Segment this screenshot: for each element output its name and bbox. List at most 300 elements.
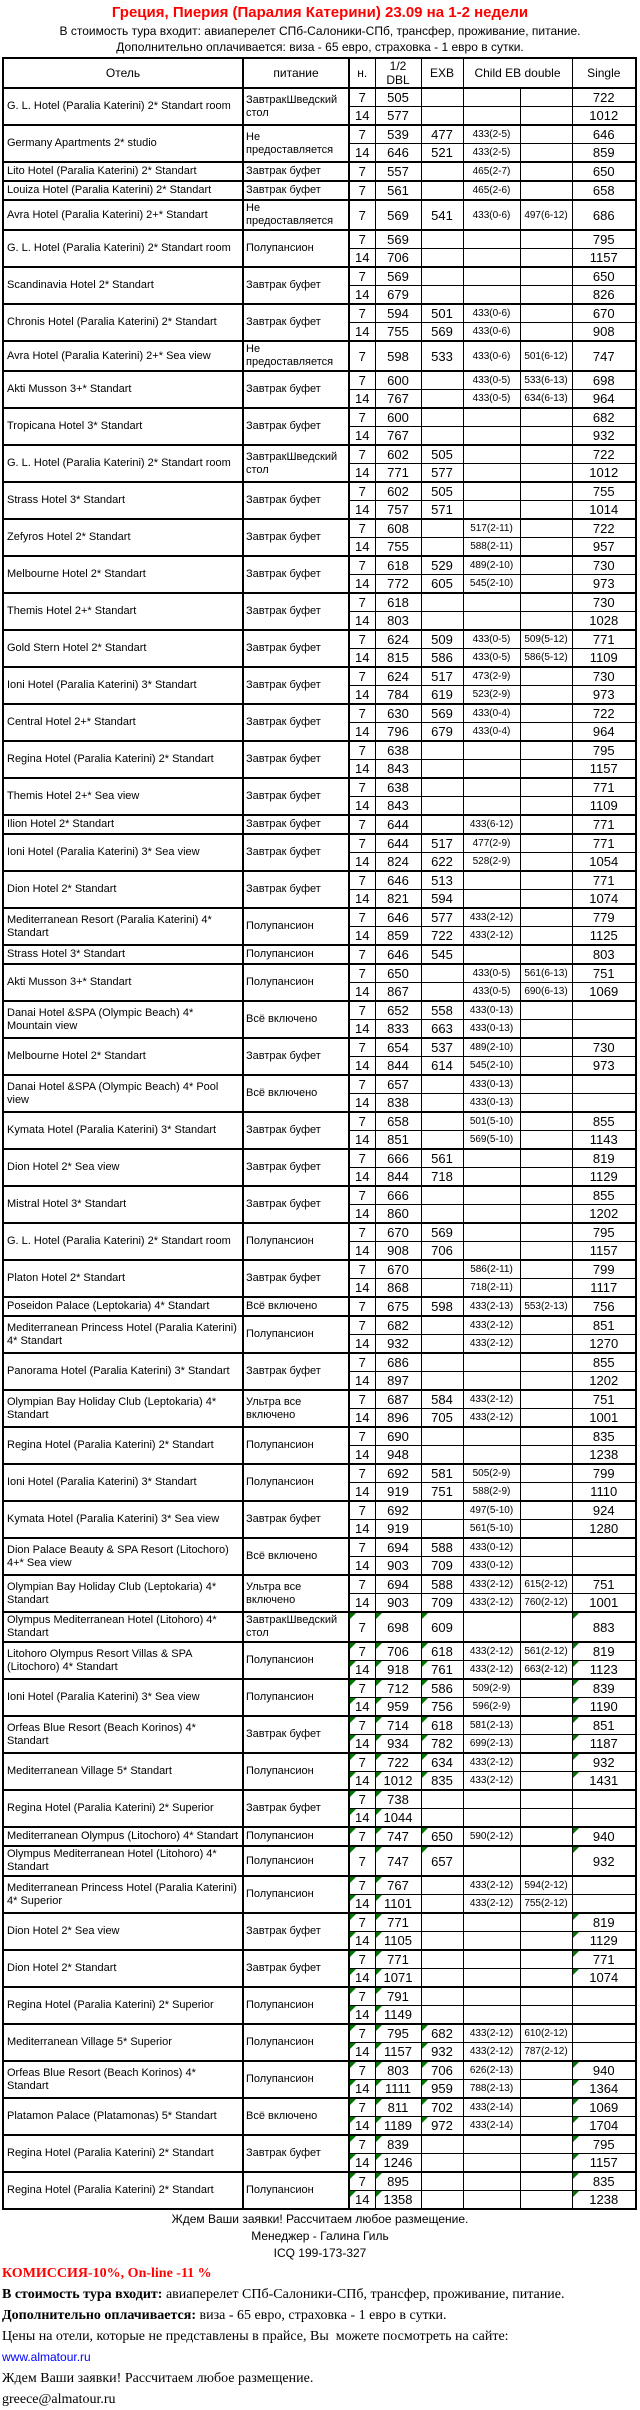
manager-name: Менеджер - Галина Гиль [251, 2229, 389, 2243]
single-price-cell: 650 [572, 162, 636, 181]
page-title: Греция, Пиерия (Паралия Катерини) 23.09 на 1-2 недели [111, 4, 529, 21]
dbl-price-cell: 755 [375, 323, 421, 342]
dbl-price-cell: 666 [375, 1149, 421, 1168]
dbl-price-cell: 796 [375, 723, 421, 742]
hotel-price-row [3, 704, 636, 723]
child-eb-cell-2 [520, 1316, 572, 1335]
hotel-price-row [3, 1716, 636, 1735]
nights-cell: 7 [349, 482, 375, 501]
child-eb-cell-2 [520, 1223, 572, 1242]
dbl-price-cell: 658 [375, 1112, 421, 1131]
meal-plan: Завтрак буфет [243, 1038, 349, 1075]
hotel-price-row [3, 1575, 636, 1594]
dbl-price-cell: 608 [375, 519, 421, 538]
hotel-name: Ioni Hotel (Paralia Katerini) 3* Standart [3, 667, 243, 704]
child-eb-cell-1 [463, 107, 520, 126]
child-eb-cell-2 [520, 267, 572, 286]
single-price-cell: 1014 [572, 501, 636, 520]
child-eb-cell-1 [463, 249, 520, 268]
dbl-price-cell: 934 [375, 1735, 421, 1754]
hotel-name: Dion Hotel 2* Standart [3, 871, 243, 908]
child-eb-cell-2 [520, 1679, 572, 1698]
single-price-cell: 1123 [572, 1661, 636, 1680]
exb-price-cell [421, 1446, 463, 1465]
child-eb-cell-1: 788(2-13) [463, 2080, 520, 2099]
hotel-price-row [3, 630, 636, 649]
child-eb-cell-1 [463, 1372, 520, 1391]
exb-price-cell [421, 1205, 463, 1224]
child-eb-cell-1: 433(0-6) [463, 200, 520, 230]
hotel-price-row [3, 1186, 636, 1205]
dbl-price-cell: 624 [375, 630, 421, 649]
nights-cell: 7 [349, 741, 375, 760]
exb-price-cell: 657 [421, 1846, 463, 1876]
dbl-price-cell: 569 [375, 267, 421, 286]
child-eb-cell-1: 433(6-12) [463, 815, 520, 834]
child-eb-cell-1 [463, 1987, 520, 2006]
single-price-cell: 964 [572, 390, 636, 409]
child-eb-cell-1 [463, 1427, 520, 1446]
meal-plan: Завтрак буфет [243, 181, 349, 200]
child-eb-cell-2 [520, 908, 572, 927]
nights-cell: 7 [349, 2098, 375, 2117]
single-price-cell: 932 [572, 1753, 636, 1772]
exb-price-cell [421, 964, 463, 983]
child-eb-cell-2: 690(6-13) [520, 983, 572, 1002]
single-price-cell: 973 [572, 1057, 636, 1076]
hotel-name: Olympus Mediterranean Hotel (Litohoro) 4* Standart [3, 1846, 243, 1876]
child-eb-cell-1 [463, 427, 520, 446]
exb-price-cell [421, 88, 463, 107]
child-eb-cell-2 [520, 834, 572, 853]
child-eb-cell-2 [520, 2061, 572, 2080]
dbl-price-cell: 557 [375, 162, 421, 181]
hotel-price-row [3, 2024, 636, 2043]
nights-cell: 7 [349, 1353, 375, 1372]
exb-price-cell [421, 1112, 463, 1131]
child-eb-cell-2: 615(2-12) [520, 1575, 572, 1594]
child-eb-cell-2 [520, 1698, 572, 1717]
single-price-cell: 819 [572, 1149, 636, 1168]
exb-price-cell: 577 [421, 464, 463, 483]
single-price-cell: 755 [572, 482, 636, 501]
child-eb-cell-1 [463, 797, 520, 816]
single-price-cell: 1117 [572, 1279, 636, 1298]
child-eb-cell-2: 553(2-13) [520, 1297, 572, 1316]
dbl-price-cell: 771 [375, 464, 421, 483]
dbl-price-cell: 839 [375, 2135, 421, 2154]
nights-cell: 14 [349, 2191, 375, 2210]
nights-cell: 14 [349, 1698, 375, 1717]
hotel-name: Regina Hotel (Paralia Katerini) 2* Superior [3, 1790, 243, 1827]
icq-number: ICQ 199-173-327 [273, 2246, 367, 2260]
exb-price-cell: 650 [421, 1827, 463, 1846]
meal-plan: ЗавтракШведский стол [243, 88, 349, 125]
hotel-name: Dion Hotel 2* Sea view [3, 1149, 243, 1186]
nights-cell: 7 [349, 1186, 375, 1205]
table-header-row [3, 58, 636, 88]
dbl-price-cell: 838 [375, 1094, 421, 1113]
exb-price-cell [421, 1950, 463, 1969]
exb-price-cell [421, 1501, 463, 1520]
hotel-name: Dion Hotel 2* Sea view [3, 1913, 243, 1950]
nights-cell: 14 [349, 1895, 375, 1914]
nights-cell: 14 [349, 1661, 375, 1680]
hotel-price-row [3, 408, 636, 427]
hotel-price-row [3, 1038, 636, 1057]
exb-price-cell [421, 162, 463, 181]
single-price-cell: 932 [572, 1846, 636, 1876]
exb-price-cell [421, 1131, 463, 1150]
child-eb-cell-2 [520, 1501, 572, 1520]
nights-cell: 7 [349, 1913, 375, 1932]
exb-price-cell: 505 [421, 445, 463, 464]
child-eb-cell-1: 477(2-9) [463, 834, 520, 853]
exb-price-cell: 584 [421, 1390, 463, 1409]
nights-cell: 14 [349, 107, 375, 126]
single-price-cell: 835 [572, 1427, 636, 1446]
child-eb-cell-1: 433(2-12) [463, 1661, 520, 1680]
meal-plan: Завтрак буфет [243, 704, 349, 741]
exb-price-cell: 545 [421, 945, 463, 964]
hotel-price-row [3, 871, 636, 890]
hotel-name: Platamon Palace (Platamonas) 5* Standart [3, 2098, 243, 2135]
single-price-cell [572, 1987, 636, 2006]
exb-price-cell [421, 815, 463, 834]
child-eb-cell-1 [463, 1149, 520, 1168]
child-eb-cell-2 [520, 2154, 572, 2173]
exb-price-cell [421, 593, 463, 612]
hotel-name: Gold Stern Hotel 2* Standart [3, 630, 243, 667]
single-price-cell: 835 [572, 2172, 636, 2191]
website-link[interactable]: www.almatour.ru [2, 2350, 91, 2364]
hotel-price-row [3, 1353, 636, 1372]
child-eb-cell-2 [520, 593, 572, 612]
hotel-price-row [3, 1001, 636, 1020]
hotel-name: Kymata Hotel (Paralia Katerini) 3* Sea view [3, 1501, 243, 1538]
child-eb-cell-1: 590(2-12) [463, 1827, 520, 1846]
nights-cell: 14 [349, 1809, 375, 1828]
single-price-cell: 826 [572, 286, 636, 305]
child-eb-cell-1: 433(0-5) [463, 649, 520, 668]
dbl-price-cell: 860 [375, 1205, 421, 1224]
meal-plan: Завтрак буфет [243, 304, 349, 341]
meal-plan: Полупансион [243, 964, 349, 1001]
dbl-price-cell: 1071 [375, 1969, 421, 1988]
exb-price-cell [421, 2006, 463, 2025]
nights-cell: 7 [349, 2135, 375, 2154]
child-eb-cell-1: 523(2-9) [463, 686, 520, 705]
single-price-cell: 771 [572, 778, 636, 797]
child-eb-cell-1: 517(2-11) [463, 519, 520, 538]
meal-plan: Завтрак буфет [243, 1950, 349, 1987]
exb-price-cell [421, 427, 463, 446]
child-eb-cell-2: 509(5-12) [520, 630, 572, 649]
nights-cell: 14 [349, 538, 375, 557]
child-eb-cell-1: 528(2-9) [463, 853, 520, 872]
dbl-price-cell: 577 [375, 107, 421, 126]
dbl-price-cell: 844 [375, 1168, 421, 1187]
hotel-price-row [3, 908, 636, 927]
hotel-price-row [3, 593, 636, 612]
dbl-price-cell: 706 [375, 1642, 421, 1661]
child-eb-cell-2 [520, 1260, 572, 1279]
nights-cell: 7 [349, 1876, 375, 1895]
child-eb-cell-2 [520, 1538, 572, 1557]
nights-cell: 7 [349, 1297, 375, 1316]
child-eb-cell-2 [520, 249, 572, 268]
child-eb-cell-2 [520, 815, 572, 834]
meal-plan: Завтрак буфет [243, 482, 349, 519]
single-price-cell: 747 [572, 341, 636, 371]
hotel-price-row [3, 200, 636, 230]
child-eb-cell-1: 433(2-12) [463, 1335, 520, 1354]
single-price-cell: 1069 [572, 2098, 636, 2117]
nights-cell: 7 [349, 1575, 375, 1594]
child-eb-cell-2 [520, 1950, 572, 1969]
hotel-price-row [3, 815, 636, 834]
dbl-price-cell: 505 [375, 88, 421, 107]
dbl-price-cell: 919 [375, 1520, 421, 1539]
nights-cell: 7 [349, 1846, 375, 1876]
child-eb-cell-1 [463, 2191, 520, 2210]
single-price-cell: 1157 [572, 249, 636, 268]
hotel-price-row [3, 1538, 636, 1557]
child-eb-cell-1: 509(2-9) [463, 1679, 520, 1698]
single-price-cell: 1143 [572, 1131, 636, 1150]
exb-price-cell: 501 [421, 304, 463, 323]
child-eb-cell-2 [520, 2172, 572, 2191]
dbl-price-cell: 757 [375, 501, 421, 520]
single-price-cell: 1202 [572, 1372, 636, 1391]
hotel-price-row [3, 2135, 636, 2154]
single-price-cell [572, 2006, 636, 2025]
child-eb-cell-2 [520, 1149, 572, 1168]
child-eb-cell-2: 634(6-13) [520, 390, 572, 409]
child-eb-cell-2 [520, 686, 572, 705]
nights-cell: 14 [349, 1483, 375, 1502]
child-eb-cell-1: 433(2-12) [463, 2024, 520, 2043]
child-eb-cell-1: 545(2-10) [463, 575, 520, 594]
child-eb-cell-1: 433(2-14) [463, 2098, 520, 2117]
child-eb-cell-2: 787(2-12) [520, 2043, 572, 2062]
dbl-price-cell: 598 [375, 341, 421, 371]
nights-cell: 7 [349, 1075, 375, 1094]
child-eb-cell-2 [520, 2006, 572, 2025]
hotel-name: Mediterranean Princess Hotel (Paralia Katerini) 4* Standart [3, 1316, 243, 1353]
dbl-price-cell: 646 [375, 871, 421, 890]
hotel-name: Tropicana Hotel 3* Standart [3, 408, 243, 445]
child-eb-cell-2 [520, 107, 572, 126]
dbl-price-cell: 698 [375, 1612, 421, 1642]
exb-price-cell [421, 797, 463, 816]
exb-price-cell [421, 778, 463, 797]
hotel-price-row [3, 1876, 636, 1895]
exb-price-cell: 588 [421, 1538, 463, 1557]
exb-price-cell: 569 [421, 1223, 463, 1242]
exb-price-cell [421, 1809, 463, 1828]
child-eb-cell-1 [463, 871, 520, 890]
nights-cell: 14 [349, 760, 375, 779]
nights-cell: 7 [349, 1642, 375, 1661]
dbl-price-cell: 843 [375, 760, 421, 779]
meal-plan: Полупансион [243, 1827, 349, 1846]
child-eb-cell-1 [463, 2006, 520, 2025]
child-eb-cell-1: 433(0-12) [463, 1538, 520, 1557]
child-eb-cell-2 [520, 482, 572, 501]
dbl-price-cell: 618 [375, 556, 421, 575]
nights-cell: 14 [349, 1446, 375, 1465]
single-price-cell: 1129 [572, 1168, 636, 1187]
child-eb-cell-1 [463, 760, 520, 779]
child-eb-cell-1: 433(2-12) [463, 1642, 520, 1661]
child-eb-cell-2 [520, 575, 572, 594]
single-price-cell: 839 [572, 1679, 636, 1698]
single-price-cell: 730 [572, 593, 636, 612]
hotel-name: Kymata Hotel (Paralia Katerini) 3* Standart [3, 1112, 243, 1149]
exb-price-cell [421, 538, 463, 557]
nights-cell: 7 [349, 1390, 375, 1409]
dbl-price-cell: 646 [375, 908, 421, 927]
meal-plan: Ультра все включено [243, 1390, 349, 1427]
exb-price-cell [421, 107, 463, 126]
meal-plan: Ультра все включено [243, 1575, 349, 1612]
child-eb-cell-2 [520, 1186, 572, 1205]
child-eb-cell-1: 433(0-4) [463, 723, 520, 742]
dbl-price-cell: 767 [375, 427, 421, 446]
child-eb-cell-1: 433(2-12) [463, 2043, 520, 2062]
hotel-name: Germany Apartments 2* studio [3, 125, 243, 162]
nights-cell: 7 [349, 1753, 375, 1772]
dbl-price-cell: 767 [375, 390, 421, 409]
nights-cell: 7 [349, 945, 375, 964]
nights-cell: 14 [349, 2080, 375, 2099]
nights-cell: 7 [349, 1316, 375, 1335]
single-price-cell [572, 1809, 636, 1828]
exb-price-cell: 517 [421, 834, 463, 853]
meal-plan: Полупансион [243, 945, 349, 964]
hotel-price-row [3, 304, 636, 323]
child-eb-cell-1: 433(2-12) [463, 1753, 520, 1772]
single-price-cell: 1190 [572, 1698, 636, 1717]
child-eb-cell-2: 561(6-13) [520, 964, 572, 983]
hotel-price-row [3, 1501, 636, 1520]
hotel-name: Akti Musson 3+* Standart [3, 964, 243, 1001]
meal-plan: Полупансион [243, 1316, 349, 1353]
child-eb-cell-1 [463, 464, 520, 483]
child-eb-cell-2 [520, 1716, 572, 1735]
nights-cell: 7 [349, 667, 375, 686]
single-price-cell: 851 [572, 1716, 636, 1735]
child-eb-cell-2 [520, 612, 572, 631]
hotel-price-row [3, 181, 636, 200]
exb-price-cell [421, 983, 463, 1002]
hotel-name: Regina Hotel (Paralia Katerini) 2* Standart [3, 1427, 243, 1464]
intro-included-line: В стоимость тура входит: авиаперелет СПб-Салоники-СПб, трансфер, проживание, питание. [59, 24, 581, 38]
hotel-name: Chronis Hotel (Paralia Katerini) 2* Standart [3, 304, 243, 341]
single-price-cell: 1364 [572, 2080, 636, 2099]
nights-cell: 14 [349, 144, 375, 163]
child-eb-cell-1: 433(0-13) [463, 1001, 520, 1020]
child-eb-cell-2 [520, 1020, 572, 1039]
single-price-cell: 855 [572, 1353, 636, 1372]
child-eb-cell-2 [520, 704, 572, 723]
child-eb-cell-1: 433(2-12) [463, 908, 520, 927]
exb-price-cell: 972 [421, 2117, 463, 2136]
meal-plan: Полупансион [243, 1679, 349, 1716]
single-price-cell: 722 [572, 704, 636, 723]
child-eb-cell-2 [520, 1131, 572, 1150]
exb-price-cell: 756 [421, 1698, 463, 1717]
footer-requests-line: Ждем Ваши заявки! Рассчитаем любое размещение. [171, 2212, 469, 2226]
child-eb-cell-1: 586(2-11) [463, 1260, 520, 1279]
nights-cell: 14 [349, 1168, 375, 1187]
hotel-price-row [3, 1679, 636, 1698]
dbl-price-cell: 692 [375, 1501, 421, 1520]
dbl-price-cell: 630 [375, 704, 421, 723]
meal-plan: Завтрак буфет [243, 556, 349, 593]
meal-plan: Завтрак буфет [243, 871, 349, 908]
dbl-price-cell: 791 [375, 1987, 421, 2006]
exb-price-cell: 605 [421, 575, 463, 594]
child-eb-cell-2 [520, 760, 572, 779]
dbl-price-cell: 784 [375, 686, 421, 705]
child-eb-cell-1 [463, 286, 520, 305]
child-eb-cell-1 [463, 1790, 520, 1809]
hotel-price-row [3, 371, 636, 390]
child-eb-cell-1 [463, 1353, 520, 1372]
single-price-cell [572, 1876, 636, 1895]
meal-plan: Полупансион [243, 908, 349, 945]
single-price-cell: 795 [572, 230, 636, 249]
nights-cell: 7 [349, 230, 375, 249]
exb-price-cell: 586 [421, 649, 463, 668]
hotel-name: Orfeas Blue Resort (Beach Korinos) 4* Standart [3, 2061, 243, 2098]
child-eb-cell-1 [463, 88, 520, 107]
child-eb-cell-2 [520, 1446, 572, 1465]
exb-price-cell: 682 [421, 2024, 463, 2043]
single-price-cell [572, 2024, 636, 2043]
hotel-price-row [3, 230, 636, 249]
dbl-price-cell: 959 [375, 1698, 421, 1717]
dbl-price-cell: 903 [375, 1557, 421, 1576]
nights-cell: 7 [349, 2061, 375, 2080]
child-eb-cell-1 [463, 482, 520, 501]
child-eb-cell-2 [520, 445, 572, 464]
child-eb-cell-1 [463, 230, 520, 249]
single-price-cell: 924 [572, 1501, 636, 1520]
dbl-price-cell: 694 [375, 1538, 421, 1557]
hotel-name: Regina Hotel (Paralia Katerini) 2* Standart [3, 741, 243, 778]
nights-cell: 7 [349, 267, 375, 286]
child-eb-cell-1: 433(2-12) [463, 1594, 520, 1613]
nights-cell: 7 [349, 200, 375, 230]
meal-plan: Завтрак буфет [243, 1913, 349, 1950]
meal-plan: Завтрак буфет [243, 1790, 349, 1827]
single-price-cell: 1431 [572, 1772, 636, 1791]
nights-cell: 14 [349, 1409, 375, 1428]
exb-price-cell: 569 [421, 704, 463, 723]
exb-price-cell [421, 1094, 463, 1113]
single-price-cell: 722 [572, 519, 636, 538]
dbl-price-cell: 602 [375, 482, 421, 501]
meal-plan: Завтрак буфет [243, 630, 349, 667]
child-eb-cell-2 [520, 181, 572, 200]
nights-cell: 14 [349, 983, 375, 1002]
meal-plan: Завтрак буфет [243, 741, 349, 778]
child-eb-cell-1: 489(2-10) [463, 1038, 520, 1057]
dbl-price-cell: 811 [375, 2098, 421, 2117]
